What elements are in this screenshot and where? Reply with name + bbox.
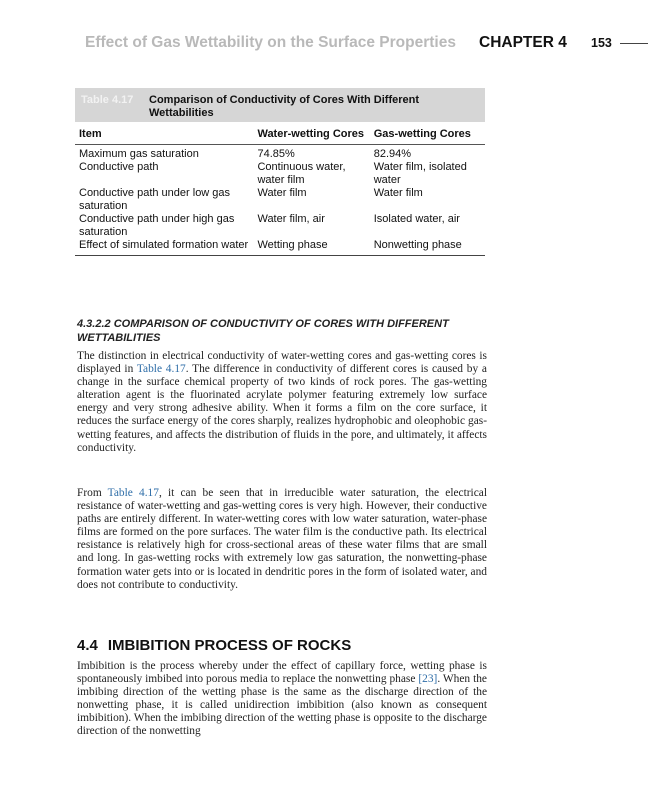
table-cell: Water film: [257, 187, 307, 199]
page-number: 153: [591, 36, 612, 50]
table-row: [75, 239, 485, 256]
table-row: [75, 145, 485, 162]
table-cell: Conductive path under high gas saturation: [79, 213, 235, 238]
table-row: [75, 187, 485, 213]
table-cell: Maximum gas saturation: [79, 148, 199, 160]
paragraph-text: , it can be seen that in irreducible water saturation, the electrical resistance of water-wetting and gas-wetting cores is very high. However, their conductive paths are entirely different. In water-wetting cores with low water saturation, water-phase films are formed on the pore surfaces. The water film is the conductive path. Its electrical resistance is relatively high for cross-sectional areas of these water films that are small and long. In gas-wetting rocks with extremely low gas saturation, the nonwetting-phase formation water gets into or is located in dendritic pores in the form of isolated water, and does not contribute to conductivity.: [77, 487, 487, 591]
paragraph-text: . The difference in conductivity of different cores is caused by a change in the surface chemical property of two kinds of rock pores. The gas-wetting alteration agent is the fluorinated acrylate polymer featuring extremely low surface energy and very strong adhesive ability. When it forms a film on the core surface, it reduces the surface energy of the cores sharply, realizes hydrophobic and oleophobic gas-wetting features, and affects the distribution of fluids in the pore, and ultimately, it affects conductivity.: [77, 363, 487, 454]
table-row: [75, 213, 485, 239]
section-title: IMBIBITION PROCESS OF ROCKS: [107, 637, 352, 654]
column-header-gas-wetting: Gas-wetting Cores: [370, 124, 485, 145]
table-header-row: [75, 124, 485, 145]
table-cell: Isolated water, air: [373, 213, 460, 225]
table-cell: 74.85%: [257, 148, 295, 160]
table-cell: Water film, air: [257, 213, 325, 225]
section-heading: [77, 637, 351, 654]
page-header: [0, 34, 648, 54]
column-header-item: Item: [75, 124, 253, 145]
paragraph-text: From: [77, 487, 108, 499]
table-cell: 82.94%: [373, 148, 412, 160]
table-cell: Water film: [373, 187, 423, 199]
table-reference-link[interactable]: Table 4.17: [136, 363, 186, 376]
chapter-label: CHAPTER 4: [479, 34, 567, 51]
paragraph-text: Imbibition is the process whereby under the effect of capillary force, wetting phase is spontaneously imbibed into porous media to replace the nonwetting phase: [77, 660, 487, 686]
running-title: Effect of Gas Wettability on the Surface Properties: [85, 34, 456, 51]
paragraph-text: . When the imbibing direction of the wetting phase is the same as the discharge direction of the nonwetting phase, it is called unidirection imbibition (also known as consequent imbibition). When the imbibing direction of the wetting phase is opposite to the discharge direction of the nonwetting: [77, 673, 487, 738]
table-cell: Nonwetting phase: [370, 239, 485, 256]
table-cell: Conductive path: [79, 161, 159, 173]
citation-link[interactable]: [23]: [418, 673, 438, 686]
table-cell: Water film, isolated water: [373, 161, 467, 186]
paragraph-conductive-paths: [77, 487, 487, 592]
table-row: [75, 161, 485, 187]
table-cell: Continuous water, water film: [257, 161, 346, 186]
section-number: 4.4: [77, 637, 98, 654]
table-cell: Effect of simulated formation water: [75, 239, 253, 256]
paragraph-text: The distinction in electrical conductivity of water-wetting cores and gas-wetting cores is displayed in: [77, 350, 487, 376]
table-caption: [75, 88, 485, 122]
conductivity-table: [75, 124, 485, 256]
column-header-water-wetting: Water-wetting Cores: [253, 124, 369, 145]
subsection-heading: 4.3.2.2 COMPARISON OF CONDUCTIVITY OF CORES WITH DIFFERENT WETTABILITIES: [77, 318, 449, 344]
table-title: Comparison of Conductivity of Cores With Different Wettabilities: [149, 94, 420, 119]
paragraph-conductivity-distinction: [77, 350, 487, 455]
table-reference-link[interactable]: Table 4.17: [107, 487, 159, 499]
table-cell: Wetting phase: [253, 239, 369, 256]
paragraph-imbibition: [77, 660, 487, 739]
table-label: Table 4.17: [81, 94, 134, 106]
header-rule: [620, 43, 648, 44]
table-cell: Conductive path under low gas saturation: [79, 187, 231, 212]
